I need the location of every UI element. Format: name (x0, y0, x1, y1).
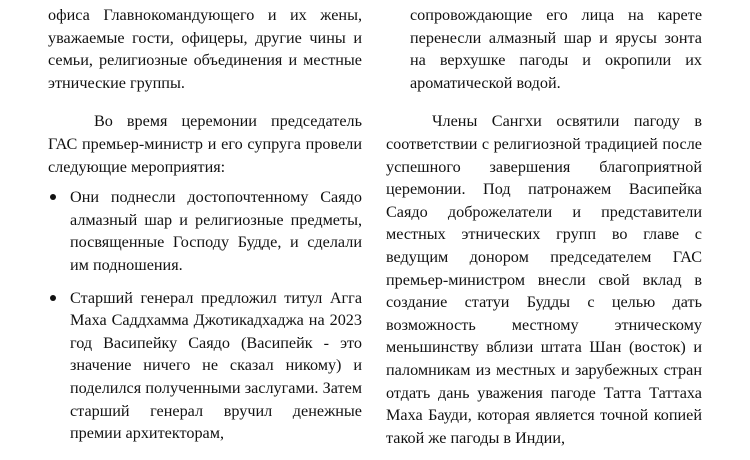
ceremony-paragraph: Во время церемонии председатель ГАС премьер-министр и его супруга провели следующие мероприятия: (48, 112, 362, 176)
sangha-paragraph: Члены Сангхи освятили пагоду в соответствии с религиозной традицией после успешного завершения благоприятной церемонии. Под патронажем Васипейка Саядо доброжелатели и представители местных этнических групп во главе с ведущим донором председателем ГАС премьер-министром внесли свой вклад в создание статуи Будды с целью дать возможность местному этническому меньшинству вблизи штата Шан (восток) и паломникам из местных и зарубежных стран отдать дань уважения пагоде Татта Таттаха Маха Бауди, которая является точной копией такой же пагоды в Индии, (386, 112, 702, 447)
list-item (48, 287, 362, 445)
activities-list (48, 186, 362, 445)
continuation-paragraph: сопровождающие его лица на карете перенесли алмазный шар и ярусы зонта на верхушке пагоды и окропили их ароматической водой. (410, 6, 702, 92)
right-column (386, 4, 702, 449)
bullet-icon (50, 194, 56, 200)
list-item-text: Они поднесли достопочтенному Саядо алмазный шар и религиозные предметы, посвященные Господу Будде, и сделали им подношения. (70, 188, 362, 274)
list-item (48, 186, 362, 276)
left-column (48, 4, 362, 445)
intro-paragraph: офиса Главнокомандующего и их жены, уважаемые гости, офицеры, другие чины и семьи, религиозные объединения и местные этнические группы. (48, 6, 362, 92)
bullet-icon (50, 295, 56, 301)
list-item-text: Старший генерал предложил титул Агга Маха Саддхамма Джотикадхаджа на 2023 год Васипейку Саядо (Васипейк - это значение ничего не сказал никому) и поделился полученными заслугами. Затем старший генерал вручил денежные премии архитекторам, (70, 288, 362, 443)
